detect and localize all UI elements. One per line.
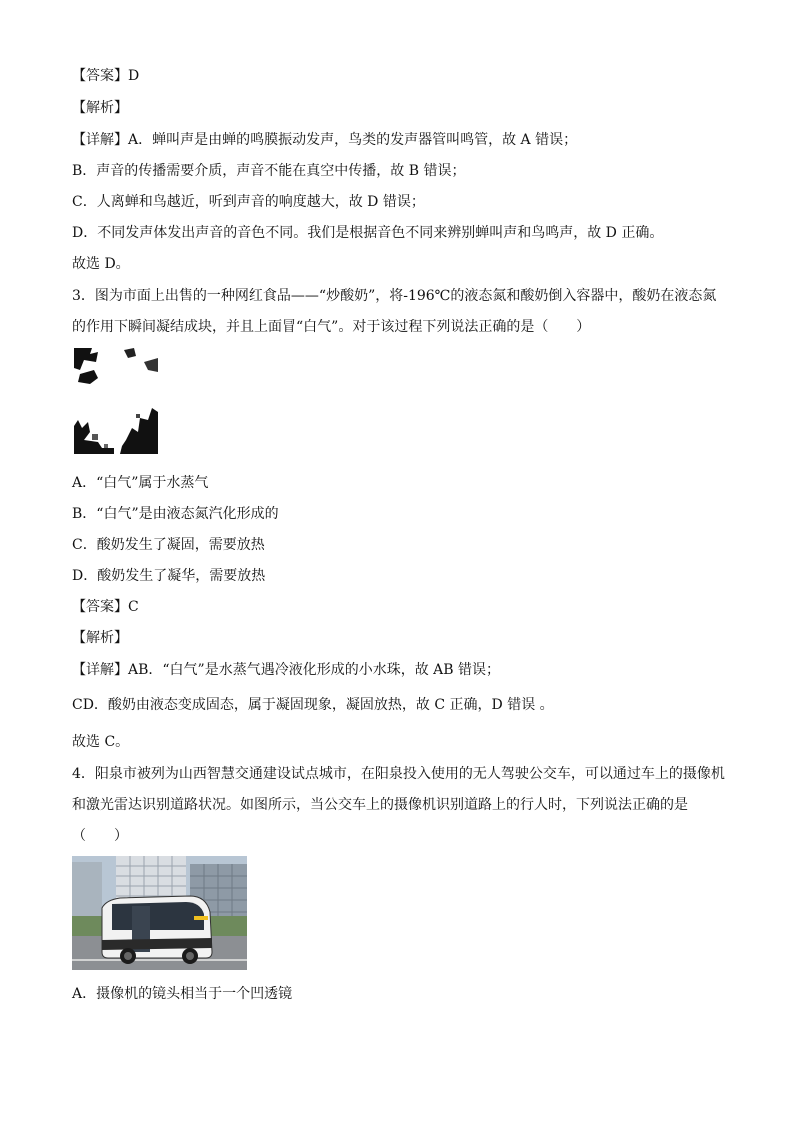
option-a-q4: A．摄像机的镜头相当于一个凹透镜 (72, 986, 293, 1002)
detail-d-q2: D．不同发声体发出声音的音色不同。我们是根据音色不同来辨别蝉叫声和鸟鸣声，故 D 正确。 (72, 225, 664, 241)
question-3-stem-line1: 3．图为市面上出售的一种网红食品——“炒酸奶”，将-196℃的液态氮和酸奶倒入容器中，酸奶在液态氮 (72, 288, 717, 304)
detail-a-q2: 【详解】A．蝉叫声是由蝉的鸣膜振动发声，鸟类的发声器管叫鸣管，故 A 错误； (72, 132, 578, 148)
question-3-stem-line2: 的作用下瞬间凝结成块，并且上面冒“白气”。对于该过程下列说法正确的是（ ） (72, 319, 591, 335)
detail-ab-q3: 【详解】AB．“白气”是水蒸气遇冷液化形成的小水珠，故 AB 错误； (72, 662, 501, 678)
question-4-stem-line1: 4．阳泉市被列为山西智慧交通建设试点城市，在阳泉投入使用的无人驾驶公交车，可以通过车上的摄像机 (72, 766, 725, 782)
autonomous-bus-image (72, 856, 247, 970)
option-c-q3: C．酸奶发生了凝固，需要放热 (72, 537, 265, 553)
detail-b-q2: B．声音的传播需要介质，声音不能在真空中传播，故 B 错误； (72, 163, 466, 179)
fried-yogurt-image (74, 348, 158, 454)
analysis-heading-q3: 【解析】 (72, 630, 128, 646)
question-4-stem-line2: 和激光雷达识别道路状况。如图所示，当公交车上的摄像机识别道路上的行人时，下列说法正确的是 (72, 797, 688, 813)
option-b-q3: B．“白气”是由液态氮汽化形成的 (72, 506, 279, 522)
question-4-blank: （ ） (72, 828, 128, 844)
analysis-heading-q2: 【解析】 (72, 100, 128, 116)
option-d-q3: D．酸奶发生了凝华，需要放热 (72, 568, 266, 584)
answer-q3: 【答案】C (72, 599, 139, 615)
answer-q2: 【答案】D (72, 68, 140, 84)
detail-cd-q3: CD．酸奶由液态变成固态，属于凝固现象，凝固放热，故 C 正确，D 错误 。 (72, 697, 554, 713)
detail-c-q2: C．人离蝉和鸟越近，听到声音的响度越大，故 D 错误； (72, 194, 425, 210)
option-a-q3: A．“白气”属于水蒸气 (72, 475, 209, 491)
conclusion-q3: 故选 C。 (72, 734, 130, 750)
conclusion-q2: 故选 D。 (72, 256, 130, 272)
